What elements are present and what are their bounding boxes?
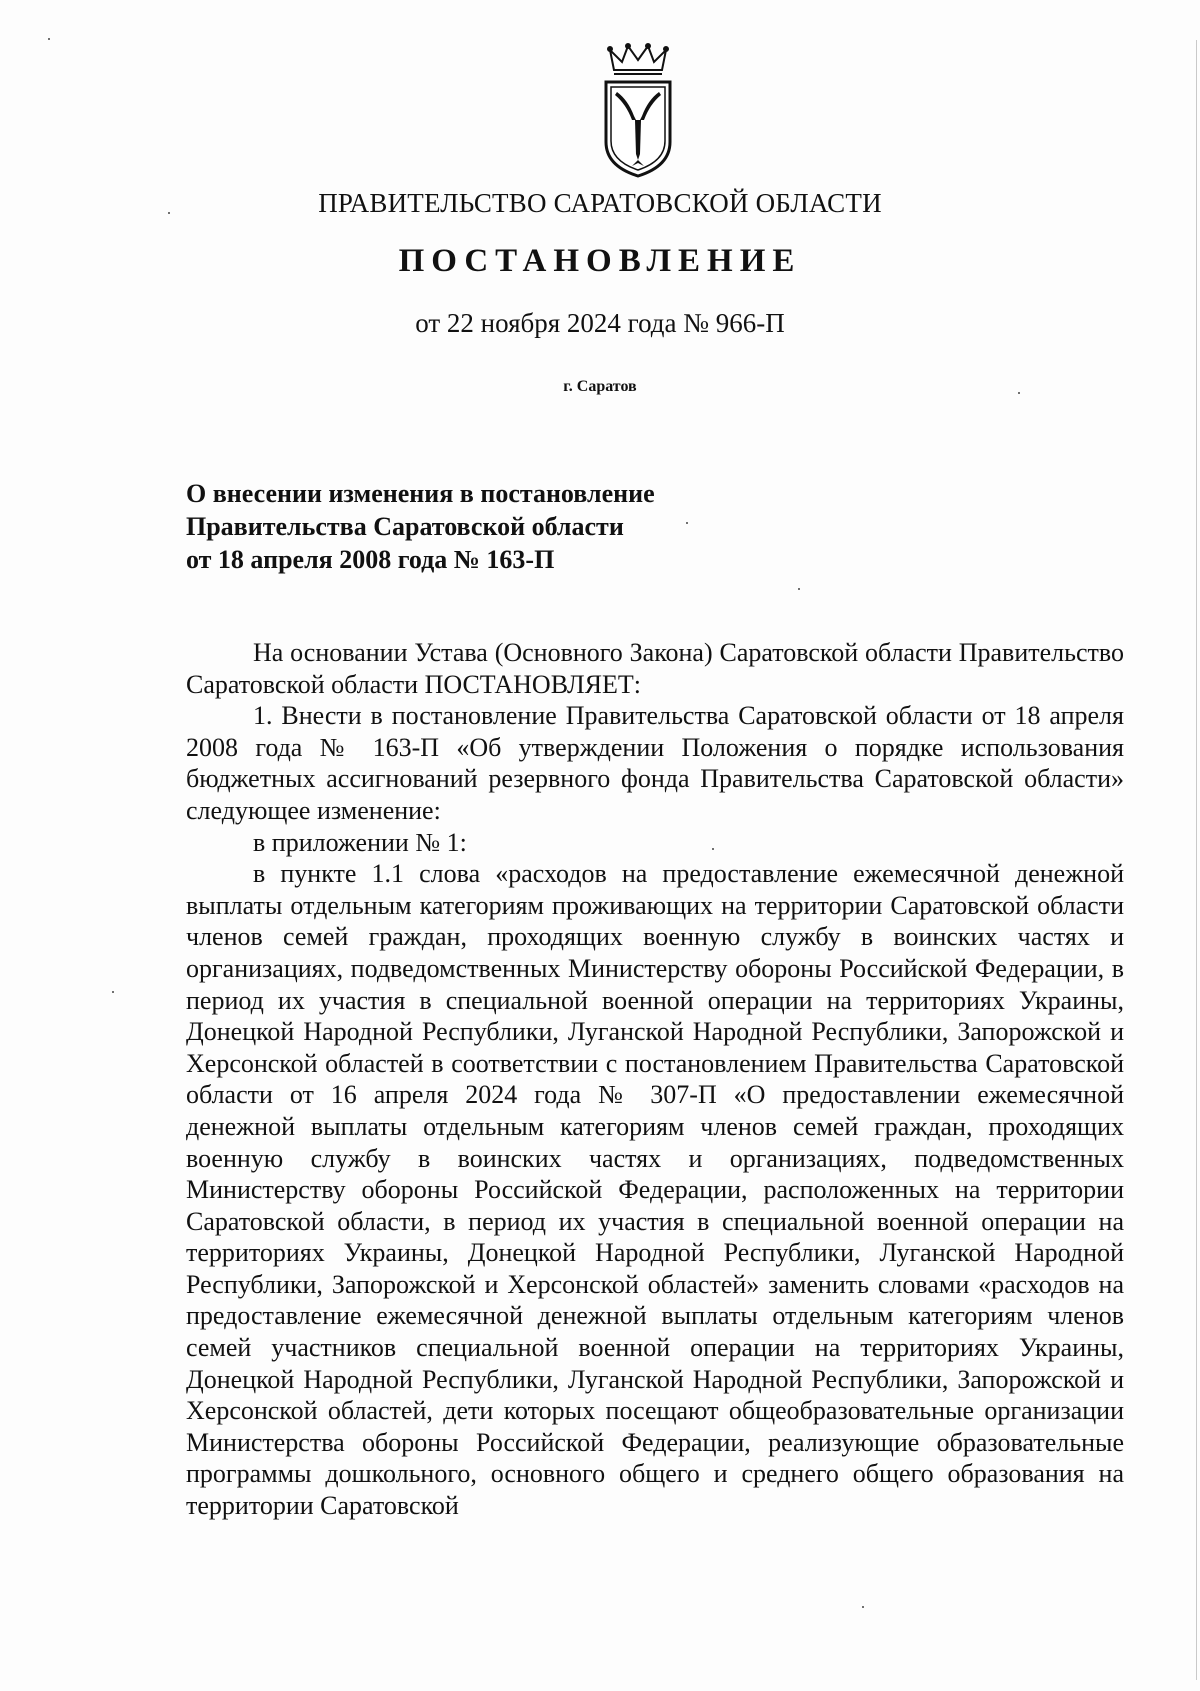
subject-line: О внесении изменения в постановление [186, 479, 655, 508]
document-date-number: от 22 ноября 2024 года № 966-П [415, 308, 785, 338]
body-paragraph-preamble: На основании Устава (Основного Закона) Саратовской области Правительство Саратовской области ПОСТАНОВЛЯЕТ: [186, 638, 1124, 699]
body-paragraph-appendix-ref: в приложении № 1: [253, 827, 467, 857]
scan-speck [48, 38, 50, 40]
saratov-coat-of-arms-icon [600, 42, 676, 178]
body-paragraph-item-1: 1. Внести в постановление Правительства Саратовской области от 18 апреля 2008 года № 163-П «Об утверждении Положения о порядке использования бюджетных ассигнований резервного фонда Правительства Саратовской области» следующее изменение: [186, 701, 1124, 825]
scan-speck [112, 991, 114, 993]
document-city: г. Саратов [563, 378, 637, 395]
document-subject [186, 477, 655, 576]
scan-speck [1018, 392, 1020, 394]
scan-edge-line [1196, 40, 1197, 1680]
document-type: ПОСТАНОВЛЕНИЕ [398, 243, 802, 279]
scan-speck [862, 1606, 864, 1608]
scan-speck [168, 212, 170, 214]
document-body [186, 637, 1124, 1522]
body-paragraph-clause-1-1: в пункте 1.1 слова «расходов на предоставление ежемесячной денежной выплаты отдельным категориям проживающих на территории Саратовской области членов семей граждан, проходящих военную службу в воинских частях и организациях, подведомственных Министерству обороны Российской Федерации, в период их участия в специальной военной операции на территориях Украины, Донецкой Народной Республики, Луганской Народной Республики, Запорожской и Херсонской областей в соответствии с постановлением Правительства Саратовской области от 16 апреля 2024 года № 307-П «О предоставлении ежемесячной денежной выплаты отдельным категориям членов семей граждан, проходящих военную службу в воинских частях и организациях, подведомственных Министерству обороны Российской Федерации, расположенных на территории Саратовской области, в период их участия в специальной военной операции на территориях Украины, Донецкой Народной Республики, Луганской Народной Республики, Запорожской и Херсонской областей» заменить словами «расходов на предоставление ежемесячной денежной выплаты отдельным категориям членов семей участников специальной военной операции на территориях Украины, Донецкой Народной Республики, Луганской Народной Республики, Запорожской и Херсонской областей, дети которых посещают общеобразовательные организации Министерства обороны Российской Федерации, реализующие образовательные программы дошкольного, основного общего и среднего общего образования на территории Саратовской [186, 859, 1124, 1521]
scan-speck [712, 848, 714, 850]
organization-name: ПРАВИТЕЛЬСТВО САРАТОВСКОЙ ОБЛАСТИ [318, 188, 882, 218]
subject-line: Правительства Саратовской области [186, 512, 624, 541]
subject-line: от 18 апреля 2008 года № 163-П [186, 545, 555, 574]
scan-speck [798, 588, 800, 590]
scan-speck [686, 522, 688, 524]
